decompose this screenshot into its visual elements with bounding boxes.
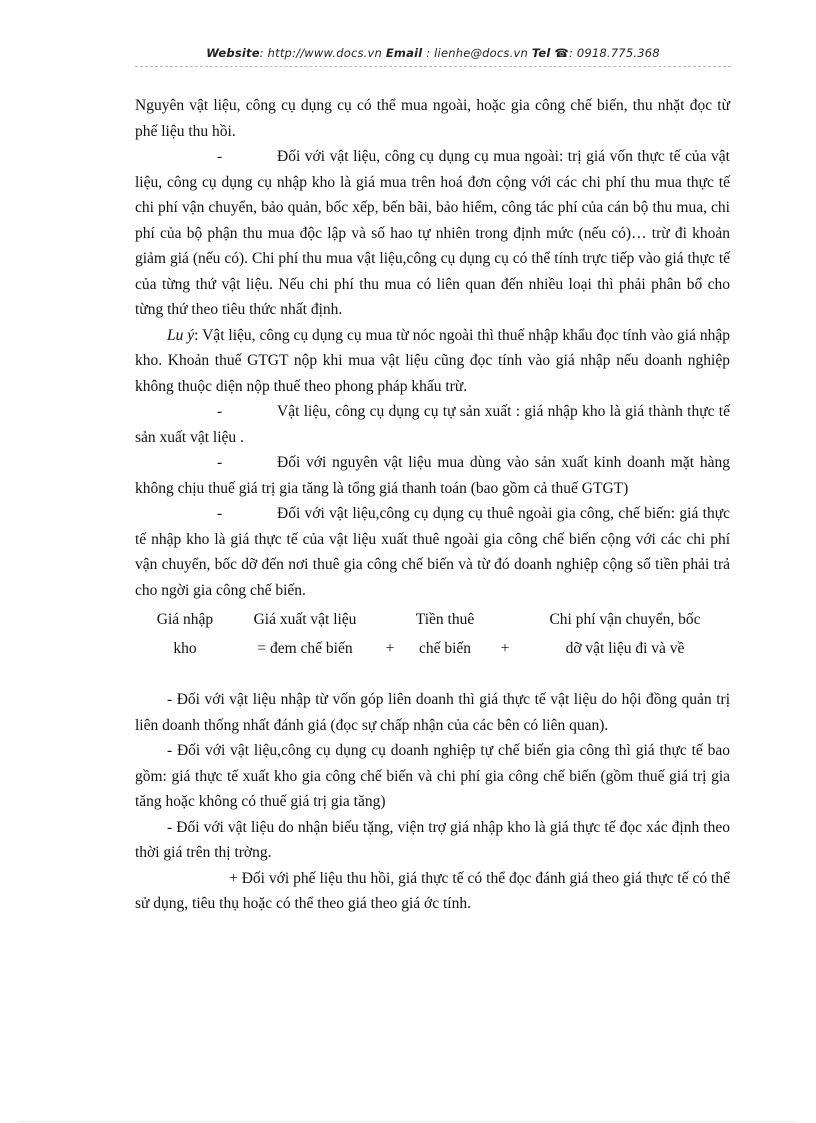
paragraph-1: Nguyên vật liệu, công cụ dụng cụ có thể mua ngoài, hoặc gia công chế biến, thu nhặt đọc từ phế liệu thu hồi. — [135, 97, 730, 140]
spacer — [135, 663, 730, 687]
paragraph-4 — [135, 399, 730, 450]
bullet-dash: - — [217, 403, 223, 420]
formula-cell: + — [500, 640, 510, 657]
formula-cell — [485, 605, 525, 634]
price-formula — [135, 605, 730, 663]
email-label: Email — [385, 46, 423, 60]
paragraph-4-text: Vật liệu, công cụ dụng cụ tự sản xuất : giá nhập kho là giá thành thực tế sản xuất vật liệu . — [135, 403, 730, 446]
paragraph-3 — [135, 323, 730, 400]
formula-cell: + — [385, 640, 395, 657]
bullet-dash: - — [217, 148, 223, 165]
page-header — [135, 46, 731, 60]
website-label: Website — [206, 46, 260, 60]
paragraph-5-text: Đối với nguyên vật liệu mua dùng vào sản xuất kinh doanh mặt hàng không chịu thuế giá trị gia tăng là tổng giá thanh toán (bao gồm cả thuế GTGT) — [135, 454, 730, 497]
formula-cell: chế biến — [418, 640, 472, 657]
paragraph-6 — [135, 501, 730, 603]
footer-divider — [20, 1121, 796, 1122]
formula-cell: Giá xuất vật liệu — [253, 611, 357, 628]
email-value: : lienhe@docs.vn — [426, 46, 528, 60]
paragraph-2 — [135, 144, 730, 323]
formula-cell: = đem chế biến — [257, 640, 353, 657]
paragraph-3-text: : Vật liệu, công cụ dụng cụ mua từ nóc ngoài thì thuế nhập khẩu đọc tính vào giá nhập kho. Khoản thuế GTGT nộp khi mua vật liệu cũng đọc tính vào giá nhập nếu doanh nghiệp không thuộc diện nộp thuế theo phong pháp khấu trừ. — [135, 326, 730, 395]
tel-label: Tel — [531, 46, 551, 60]
formula-cell: dỡ vật liệu đi và về — [565, 640, 685, 657]
phone-icon: ☎ — [554, 46, 569, 60]
document-body — [135, 93, 730, 917]
formula-cell: Giá nhập — [156, 611, 214, 628]
paragraph-10: + Đối với phế liệu thu hồi, giá thực tế có thể đọc đánh giá theo giá thực tế có thể sử dụng, tiêu thụ hoặc có thể theo giá theo giá ớc tính. — [135, 869, 730, 912]
paragraph-8: - Đối với vật liệu,công cụ dụng cụ doanh nghiệp tự chế biến gia công thì giá thực tế bao gồm: giá thực tế xuất kho gia công chế biến và chi phí gia công chế biến (gồm thuế giá trị gia tăng hoặc không có thuế giá trị gia tăng) — [135, 742, 730, 810]
website-value: : http://www.docs.vn — [259, 46, 383, 60]
formula-cell: Tiền thuê — [415, 611, 475, 628]
bullet-dash: - — [217, 454, 223, 471]
tel-value: : 0918.775.368 — [568, 46, 660, 60]
formula-cell — [375, 605, 405, 634]
formula-cell: Chi phí vận chuyển, bốc — [549, 611, 701, 628]
bullet-dash: - — [217, 505, 223, 522]
note-label: Lu ý — [167, 326, 195, 344]
paragraph-7: - Đối với vật liệu nhập từ vốn góp liên doanh thì giá thực tế vật liệu do hội đồng quản trị liên doanh thống nhất đánh giá (đọc sự chấp nhận của các bên có liên quan). — [135, 691, 730, 734]
header-divider — [135, 66, 731, 67]
formula-cell: kho — [173, 640, 197, 657]
paragraph-6-text: Đối với vật liệu,công cụ dụng cụ thuê ngoài gia công, chế biến: giá thực tế nhập kho là giá thực tế của vật liệu xuất thuê ngoài gia công chế biến cộng với các chi phí vận chuyển, bốc dỡ đến nơi thuê gia công chế biến và từ đó doanh nghiệp cộng số tiền phải trả cho ngời gia công chế biến. — [135, 505, 730, 599]
paragraph-5 — [135, 450, 730, 501]
paragraph-9: - Đối với vật liệu do nhận biếu tặng, viện trợ giá nhập kho là giá thực tế đọc xác định theo thời giá trên thị trờng. — [135, 818, 730, 861]
paragraph-2-text: Đối với vật liệu, công cụ dụng cụ mua ngoài: trị giá vốn thực tế của vật liệu, công cụ dụng cụ nhập kho là giá mua trên hoá đơn cộng với các chi phí thu mua thực tế chi phí vận chuyển, bảo quản, bốc xếp, bến bãi, bảo hiểm, công tác phí của cán bộ thu mua, chi phí của bộ phận thu mua độc lập và số hao tự nhiên trong định mức (nếu có)… trừ đi khoản giảm giá (nếu có). Chi phí thu mua vật liệu,công cụ dụng cụ có thể tính trực tiếp vào giá thực tế của từng thứ vật liệu. Nếu chi phí thu mua có liên quan đến nhiều loại thì phải phân bổ cho từng thứ theo tiêu thức nhất định. — [135, 148, 730, 318]
